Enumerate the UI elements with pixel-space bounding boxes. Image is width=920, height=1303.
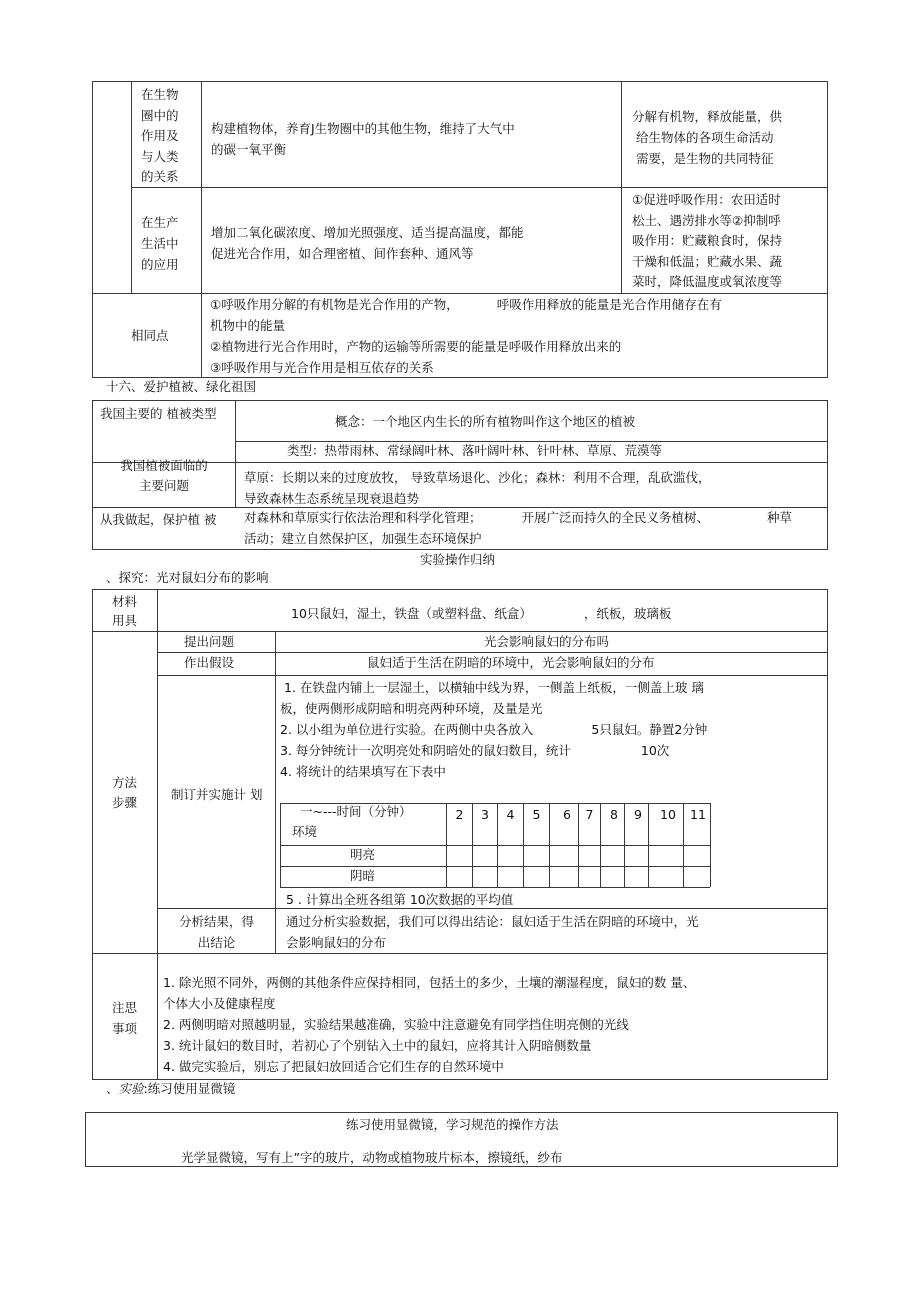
step-2: 2. 以小组为单位进行实验。在两侧中央各放入 5只鼠妇。静置2分钟 [280, 722, 708, 737]
record-time-col: 8 [610, 807, 618, 822]
question-label: 提出问题 [184, 634, 235, 649]
vegetation-types-label: 我国主要的 植被类型 [100, 406, 217, 421]
experiment-summary-title: 实验操作归纳 [420, 552, 496, 567]
materials-content: 10只鼠妇，湿土，铁盘（或塑料盘、纸盒） ，纸板，玻璃板 [291, 606, 672, 621]
plan-label: 制订并实施计 划 [171, 787, 263, 802]
note-item: 4. 做完实验后，别忘了把鼠妇放回适合它们生存的自然环境中 [163, 1059, 504, 1074]
hypothesis-content: 鼠妇适于生活在阴暗的环境中，光会影响鼠妇的分布 [367, 655, 655, 670]
record-time-col: 4 [506, 807, 515, 822]
record-time-col: 11 [690, 807, 706, 822]
conclusion-content: 通过分析实验数据，我们可以得出结论：鼠妇适于生活在阴暗的环境中，光 会影响鼠妇的分布 [286, 914, 699, 950]
step-5: 5 . 计算出全班各组第 10次数据的平均值 [286, 892, 514, 907]
record-row-dark: 阴暗 [350, 868, 376, 883]
vegetation-protect: 对森林和草原实行依法治理和科学化管理； 开展广泛而持久的全民义务植树、 种草 活动；建立自然保护区，加强生态环境保护 [244, 510, 793, 546]
question-content: 光会影响鼠妇的分布吗 [484, 634, 610, 649]
materials-label: 材料 用具 [111, 594, 137, 628]
record-header-env: 环境 [292, 824, 318, 839]
record-time-col: 5 [532, 807, 541, 822]
vegetation-problems: 草原：长期以来的过度放牧， 导致草场退化、沙化；森林：利用不合理，乱砍滥伐， 导致森林生态系统呈现衰退趋势 [244, 470, 711, 506]
notes-label: 注思 事项 [111, 1000, 137, 1036]
record-time-col: 2 [455, 807, 464, 822]
experiment2-heading: 、实验:练习使用显微镜 [106, 1081, 236, 1096]
vegetation-protect-label: 从我做起，保护植 被 [100, 512, 217, 527]
step-1: 1. 在铁盘内铺上一层湿土，以横轴中线为界，一侧盖上纸板，一侧盖上玻 璃 [284, 680, 704, 695]
role-respiration-cell: 分解有机物，释放能量，供 给生物体的各项生命活动 需要，是生物的共同特征 [632, 109, 783, 166]
plan-steps: 1. 在铁盘内铺上一层湿土，以横轴中线为界，一侧盖上纸板，一侧盖上玻 璃 板，使两侧形成阴暗和明亮两种环境，及量是光 2. 以小组为单位进行实验。在两侧中央各放入 5只鼠妇。静置2分钟 3. 每分钟统计一次明亮处和阴暗处的鼠妇数目，统计 10次 4. 将统计的结果填写在下表中 [280, 677, 707, 782]
record-time-col: 10 [660, 807, 676, 822]
vegetation-problems-label: 我国植被面临的 主要问题 [120, 458, 208, 493]
section16-heading: 十六、爱护植被、绿化祖国 [106, 379, 257, 394]
step-3: 3. 每分钟统计一次明亮处和阴暗处的鼠妇数目，统计 10次 [280, 743, 670, 758]
vegetation-kinds: 类型：热带雨林、常绿阔叶林、落叶阔叶林、针叶林、草原、荒漠等 [287, 443, 663, 458]
hypothesis-label: 作出假设 [184, 655, 235, 670]
application-photosynthesis-cell: 增加二氧化碳浓度、增加光照强度、适当提高温度，都能 促进光合作用，如合理密植、间作套种、通风等 [211, 225, 524, 261]
record-row-bright: 明亮 [350, 847, 376, 862]
notes-content: 1. 除光照不同外，两侧的其他条件应保持相同，包括土的多少，土壤的潮湿程度，鼠妇的数 量、 个体大小及健康程度 2. 两侧明暗对照越明显，实验结果越准确，实验中注意避免有同学挡住明亮侧的光线 3. 统计鼠妇的数目时，若初心了个别钻入土中的鼠妇，应将其计入阴暗侧数量 4. 做完实验后，别忘了把鼠妇放回适合它们生存的自然环境中 [163, 972, 695, 1077]
vegetation-concept: 概念：一个地区内生长的所有植物叫作这个地区的植被 [335, 414, 636, 429]
record-time-col: 6 [563, 807, 571, 822]
application-respiration-cell: ①促进呼吸作用：农田适时 松土、遇涝排水等②抑制呼 吸作用：贮藏粮食时，保持 干燥和低温；贮藏水果、蔬 菜时，降低温度或氧浓度等 [632, 192, 783, 289]
experiment1-heading: 、探究：光对鼠妇分布的影响 [106, 570, 269, 585]
record-time-col: 7 [585, 807, 594, 822]
record-time-col: 3 [481, 807, 489, 822]
record-time-col: 9 [634, 807, 642, 822]
role-photosynthesis-cell: 构建植物体，养育J生物圈中的其他生物，维持了大气中 的碳一氧平衡 [211, 121, 515, 157]
note-item: 2. 两侧明暗对照越明显，实验结果越准确，实验中注意避免有同学挡住明亮侧的光线 [163, 1017, 629, 1032]
method-label: 方法 步骤 [111, 775, 137, 810]
same-points-label: 相同点 [131, 328, 169, 343]
experiment2-materials: 光学显微镜，写有上”字的玻片，动物或植物玻片标本，擦镜纸，纱布 [181, 1150, 563, 1165]
conclusion-label: 分析结果，得 出结论 [178, 914, 254, 950]
experiment2-goal: 练习使用显微镜，学习规范的操作方法 [346, 1117, 559, 1132]
same-points-content: ①呼吸作用分解的有机物是光合作用的产物， 呼吸作用释放的能量是光合作用储存在有 机物中的能量 ②植物进行光合作用时，产物的运输等所需要的能量是呼吸作用释放出来的 ③呼吸作用与光合作用是相互依存的关系 [210, 297, 722, 375]
note-item: 1. 除光照不同外，两侧的其他条件应保持相同，包括土的多少，土壤的潮湿程度，鼠妇的数 量、 [163, 975, 696, 990]
record-header-time: 一~---时间（分钟） [300, 804, 412, 819]
role-row-label: 在生物 圈中的 作用及 与人类 的关系 [141, 87, 179, 184]
step-4: 4. 将统计的结果填写在下表中 [280, 764, 446, 779]
note-item: 3. 统计鼠妇的数目时，若初心了个别钻入土中的鼠妇，应将其计入阴暗侧数量 [163, 1038, 592, 1053]
application-row-label: 在生产 生活中 的应用 [141, 215, 179, 272]
